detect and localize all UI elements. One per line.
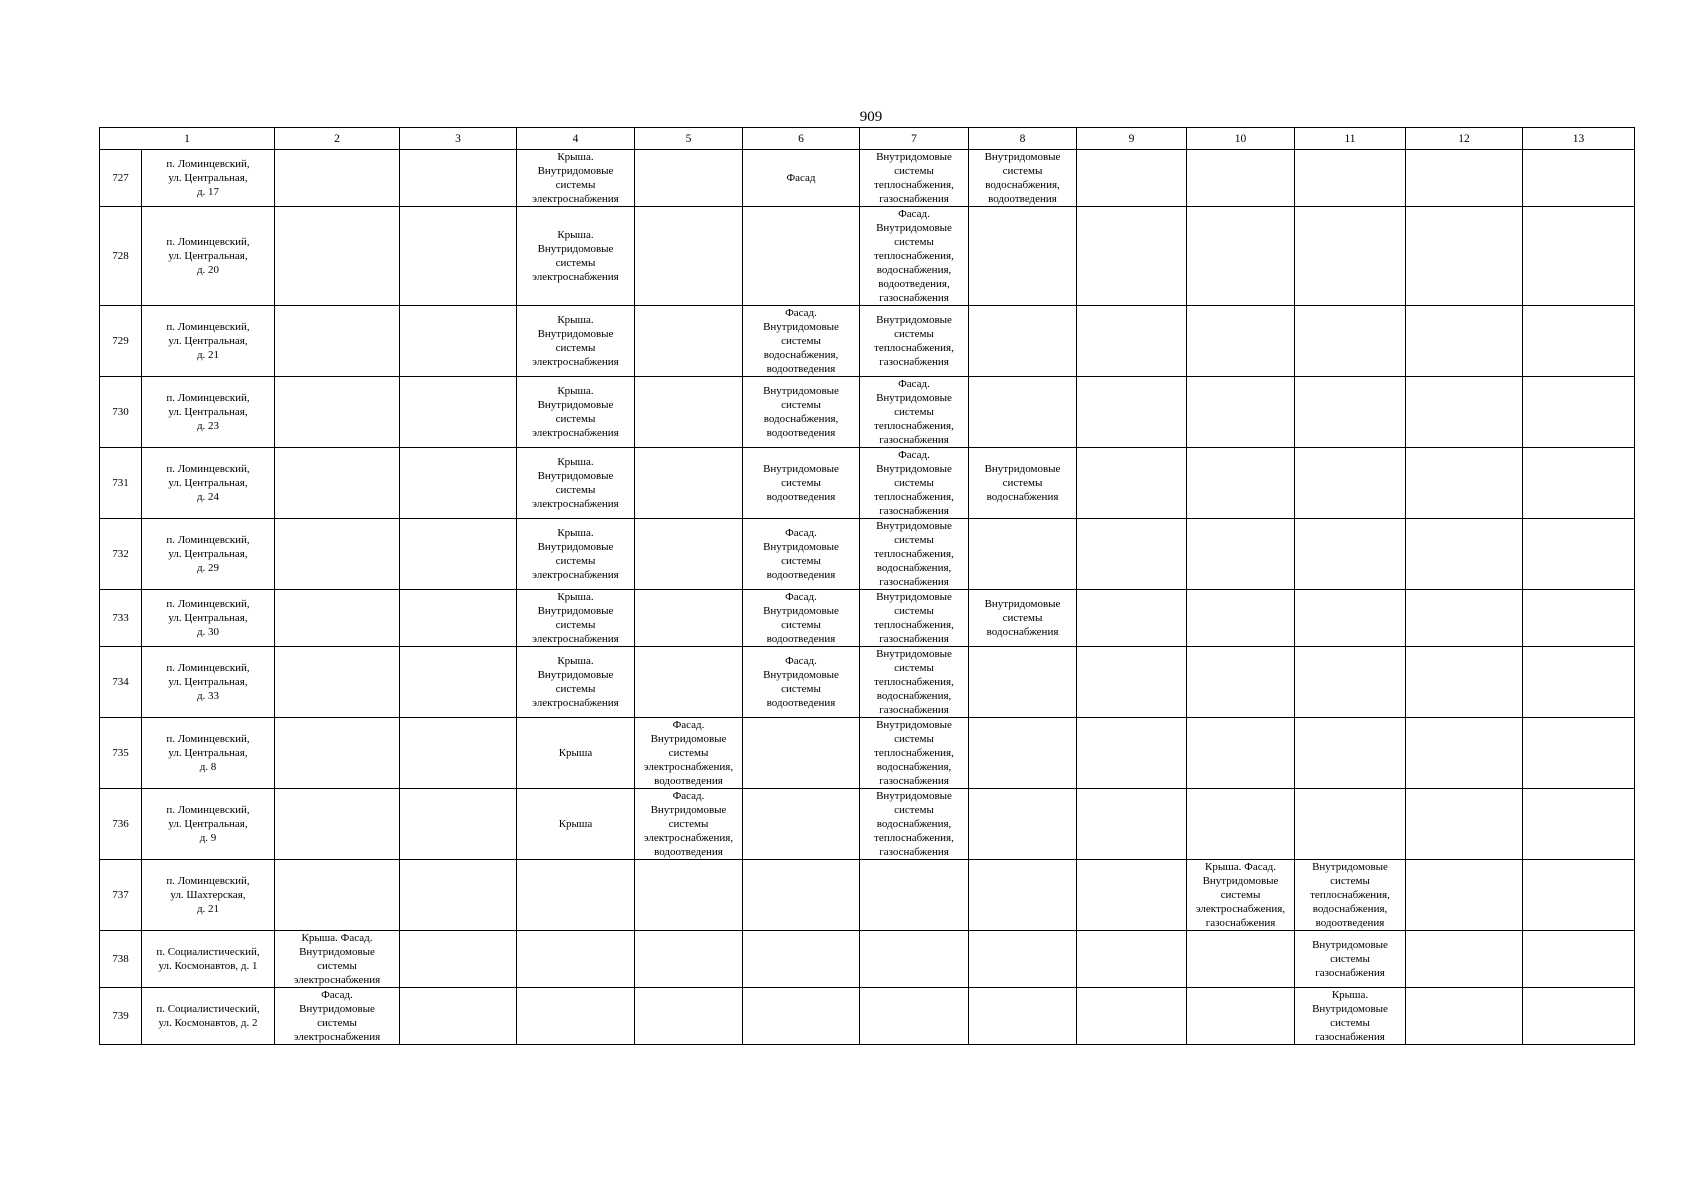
work-cell xyxy=(1077,207,1187,306)
column-header: 2 xyxy=(275,128,400,150)
work-cell xyxy=(1295,207,1406,306)
work-cell xyxy=(275,519,400,590)
column-header: 8 xyxy=(969,128,1077,150)
work-cell: Фасад. Внутридомовые системы электроснабжения xyxy=(275,988,400,1045)
work-cell xyxy=(860,860,969,931)
work-cell: Внутридомовые системы водоснабжения xyxy=(969,590,1077,647)
table-row xyxy=(100,448,1635,519)
work-cell xyxy=(1187,789,1295,860)
table-row xyxy=(100,150,1635,207)
work-cell xyxy=(1295,647,1406,718)
work-cell xyxy=(1406,988,1523,1045)
work-cell: Фасад. Внутридомовые системы теплоснабжения, газоснабжения xyxy=(860,448,969,519)
address-cell: п. Ломинцевский, ул. Центральная, д. 20 xyxy=(142,207,275,306)
address-cell: п. Ломинцевский, ул. Центральная, д. 30 xyxy=(142,590,275,647)
work-cell xyxy=(1295,718,1406,789)
work-cell: Внутридомовые системы теплоснабжения, газоснабжения xyxy=(860,590,969,647)
address-cell: п. Ломинцевский, ул. Центральная, д. 21 xyxy=(142,306,275,377)
work-cell: Внутридомовые системы водоснабжения xyxy=(969,448,1077,519)
work-cell xyxy=(275,377,400,448)
work-cell xyxy=(1077,448,1187,519)
work-cell xyxy=(1187,718,1295,789)
work-cell xyxy=(400,377,517,448)
row-number: 734 xyxy=(100,647,142,718)
address-cell: п. Социалистический, ул. Космонавтов, д. 2 xyxy=(142,988,275,1045)
work-cell xyxy=(1523,590,1635,647)
work-cell: Фасад xyxy=(743,150,860,207)
header-row xyxy=(100,128,1635,150)
work-cell xyxy=(1523,519,1635,590)
work-cell xyxy=(1523,377,1635,448)
address-cell: п. Ломинцевский, ул. Центральная, д. 33 xyxy=(142,647,275,718)
row-number: 730 xyxy=(100,377,142,448)
work-cell: Внутридомовые системы водоснабжения, водоотведения xyxy=(969,150,1077,207)
work-cell xyxy=(1406,860,1523,931)
work-cell xyxy=(1406,647,1523,718)
table-row xyxy=(100,519,1635,590)
work-cell xyxy=(1077,519,1187,590)
work-cell: Крыша. Внутридомовые системы электроснабжения xyxy=(517,519,635,590)
work-cell xyxy=(400,448,517,519)
work-cell: Крыша. Фасад. Внутридомовые системы электроснабжения, газоснабжения xyxy=(1187,860,1295,931)
work-cell xyxy=(1406,718,1523,789)
work-cell xyxy=(743,860,860,931)
work-cell xyxy=(969,718,1077,789)
work-cell xyxy=(1077,789,1187,860)
row-number: 731 xyxy=(100,448,142,519)
work-cell xyxy=(275,150,400,207)
work-cell xyxy=(275,306,400,377)
work-cell: Фасад. Внутридомовые системы водоотведения xyxy=(743,519,860,590)
work-cell: Крыша. Внутридомовые системы газоснабжения xyxy=(1295,988,1406,1045)
work-cell xyxy=(400,306,517,377)
work-cell xyxy=(1523,718,1635,789)
row-number: 739 xyxy=(100,988,142,1045)
work-cell xyxy=(275,590,400,647)
column-header: 10 xyxy=(1187,128,1295,150)
work-cell xyxy=(1077,931,1187,988)
work-cell xyxy=(400,718,517,789)
table-row xyxy=(100,988,1635,1045)
repair-schedule-table xyxy=(99,127,1635,1045)
work-cell xyxy=(400,789,517,860)
work-cell xyxy=(517,988,635,1045)
work-cell xyxy=(635,519,743,590)
work-cell xyxy=(969,988,1077,1045)
table-row xyxy=(100,860,1635,931)
work-cell xyxy=(743,207,860,306)
work-cell xyxy=(1077,377,1187,448)
work-cell xyxy=(275,647,400,718)
work-cell xyxy=(969,377,1077,448)
work-cell: Фасад. Внутридомовые системы водоотведения xyxy=(743,590,860,647)
work-cell xyxy=(1406,789,1523,860)
work-cell: Фасад. Внутридомовые системы электроснабжения, водоотведения xyxy=(635,789,743,860)
table-row xyxy=(100,647,1635,718)
work-cell xyxy=(743,789,860,860)
table-row xyxy=(100,789,1635,860)
address-cell: п. Ломинцевский, ул. Центральная, д. 24 xyxy=(142,448,275,519)
column-header: 4 xyxy=(517,128,635,150)
table-row xyxy=(100,306,1635,377)
work-cell: Крыша. Фасад. Внутридомовые системы электроснабжения xyxy=(275,931,400,988)
column-header: 7 xyxy=(860,128,969,150)
work-cell xyxy=(1406,207,1523,306)
work-cell: Крыша. Внутридомовые системы электроснабжения xyxy=(517,448,635,519)
work-cell xyxy=(1187,931,1295,988)
row-number: 737 xyxy=(100,860,142,931)
work-cell xyxy=(1187,647,1295,718)
work-cell xyxy=(635,860,743,931)
work-cell xyxy=(400,150,517,207)
work-cell: Крыша. Внутридомовые системы электроснабжения xyxy=(517,207,635,306)
work-cell: Внутридомовые системы теплоснабжения, водоснабжения, водоотведения xyxy=(1295,860,1406,931)
work-cell xyxy=(400,988,517,1045)
work-cell xyxy=(517,931,635,988)
work-cell xyxy=(1406,306,1523,377)
row-number: 733 xyxy=(100,590,142,647)
work-cell xyxy=(635,207,743,306)
work-cell xyxy=(1187,448,1295,519)
work-cell xyxy=(1406,519,1523,590)
table-row xyxy=(100,377,1635,448)
row-number: 727 xyxy=(100,150,142,207)
work-cell xyxy=(635,931,743,988)
work-cell xyxy=(1187,207,1295,306)
row-number: 728 xyxy=(100,207,142,306)
work-cell xyxy=(1187,377,1295,448)
work-cell xyxy=(275,789,400,860)
work-cell: Крыша xyxy=(517,789,635,860)
work-cell xyxy=(1077,306,1187,377)
work-cell xyxy=(1406,931,1523,988)
work-cell xyxy=(1406,150,1523,207)
work-cell xyxy=(275,718,400,789)
work-cell xyxy=(275,448,400,519)
work-cell xyxy=(1523,988,1635,1045)
work-cell xyxy=(1077,647,1187,718)
table-row xyxy=(100,931,1635,988)
work-cell: Внутридомовые системы теплоснабжения, газоснабжения xyxy=(860,306,969,377)
work-cell xyxy=(1187,519,1295,590)
column-header: 11 xyxy=(1295,128,1406,150)
work-cell xyxy=(1406,590,1523,647)
work-cell xyxy=(400,860,517,931)
work-cell: Внутридомовые системы водоснабжения, теплоснабжения, газоснабжения xyxy=(860,789,969,860)
work-cell xyxy=(860,988,969,1045)
address-cell: п. Социалистический, ул. Космонавтов, д. 1 xyxy=(142,931,275,988)
work-cell: Внутридомовые системы водоотведения xyxy=(743,448,860,519)
column-header: 3 xyxy=(400,128,517,150)
work-cell xyxy=(969,207,1077,306)
work-cell xyxy=(635,590,743,647)
work-cell xyxy=(1077,590,1187,647)
work-cell xyxy=(1523,789,1635,860)
work-cell: Крыша. Внутридомовые системы электроснабжения xyxy=(517,150,635,207)
work-cell xyxy=(635,448,743,519)
column-header: 1 xyxy=(100,128,275,150)
column-header: 9 xyxy=(1077,128,1187,150)
work-cell xyxy=(1077,718,1187,789)
work-cell xyxy=(400,519,517,590)
work-cell: Внутридомовые системы газоснабжения xyxy=(1295,931,1406,988)
work-cell xyxy=(400,647,517,718)
work-cell xyxy=(1187,306,1295,377)
work-cell: Крыша xyxy=(517,718,635,789)
work-cell: Крыша. Внутридомовые системы электроснабжения xyxy=(517,647,635,718)
column-header: 13 xyxy=(1523,128,1635,150)
row-number: 729 xyxy=(100,306,142,377)
work-cell xyxy=(1187,590,1295,647)
address-cell: п. Ломинцевский, ул. Центральная, д. 29 xyxy=(142,519,275,590)
work-cell xyxy=(635,988,743,1045)
row-number: 735 xyxy=(100,718,142,789)
address-cell: п. Ломинцевский, ул. Шахтерская, д. 21 xyxy=(142,860,275,931)
work-cell xyxy=(1523,860,1635,931)
work-cell xyxy=(1295,306,1406,377)
column-header: 12 xyxy=(1406,128,1523,150)
work-cell xyxy=(1077,150,1187,207)
work-cell xyxy=(1295,150,1406,207)
table-row xyxy=(100,207,1635,306)
work-cell xyxy=(969,647,1077,718)
work-cell xyxy=(635,377,743,448)
address-cell: п. Ломинцевский, ул. Центральная, д. 8 xyxy=(142,718,275,789)
row-number: 738 xyxy=(100,931,142,988)
work-cell xyxy=(860,931,969,988)
address-cell: п. Ломинцевский, ул. Центральная, д. 17 xyxy=(142,150,275,207)
work-cell: Фасад. Внутридомовые системы водоотведения xyxy=(743,647,860,718)
work-cell xyxy=(743,931,860,988)
work-cell xyxy=(635,647,743,718)
work-cell: Внутридомовые системы теплоснабжения, водоснабжения, газоснабжения xyxy=(860,519,969,590)
row-number: 732 xyxy=(100,519,142,590)
work-cell xyxy=(1523,931,1635,988)
work-cell: Внутридомовые системы водоснабжения, водоотведения xyxy=(743,377,860,448)
work-cell xyxy=(517,860,635,931)
work-cell xyxy=(969,789,1077,860)
work-cell xyxy=(1187,988,1295,1045)
work-cell: Фасад. Внутридомовые системы электроснабжения, водоотведения xyxy=(635,718,743,789)
work-cell xyxy=(1406,377,1523,448)
work-cell: Внутридомовые системы теплоснабжения, газоснабжения xyxy=(860,150,969,207)
work-cell xyxy=(1523,150,1635,207)
work-cell xyxy=(1187,150,1295,207)
work-cell xyxy=(400,207,517,306)
work-cell xyxy=(1406,448,1523,519)
work-cell xyxy=(1523,306,1635,377)
work-cell xyxy=(1295,789,1406,860)
column-header: 5 xyxy=(635,128,743,150)
work-cell xyxy=(275,860,400,931)
page-number: 909 xyxy=(859,109,883,125)
work-cell: Фасад. Внутридомовые системы водоснабжения, водоотведения xyxy=(743,306,860,377)
work-cell xyxy=(1523,207,1635,306)
work-cell: Крыша. Внутридомовые системы электроснабжения xyxy=(517,590,635,647)
work-cell xyxy=(743,988,860,1045)
work-cell xyxy=(969,306,1077,377)
work-cell xyxy=(400,590,517,647)
work-cell xyxy=(1523,647,1635,718)
work-cell xyxy=(743,718,860,789)
row-number: 736 xyxy=(100,789,142,860)
work-cell: Внутридомовые системы теплоснабжения, водоснабжения, газоснабжения xyxy=(860,647,969,718)
work-cell xyxy=(1295,448,1406,519)
work-cell xyxy=(400,931,517,988)
column-header: 6 xyxy=(743,128,860,150)
table-row xyxy=(100,590,1635,647)
work-cell: Крыша. Внутридомовые системы электроснабжения xyxy=(517,306,635,377)
work-cell xyxy=(969,860,1077,931)
work-cell: Крыша. Внутридомовые системы электроснабжения xyxy=(517,377,635,448)
work-cell xyxy=(1523,448,1635,519)
work-cell xyxy=(1077,860,1187,931)
work-cell: Внутридомовые системы теплоснабжения, водоснабжения, газоснабжения xyxy=(860,718,969,789)
address-cell: п. Ломинцевский, ул. Центральная, д. 23 xyxy=(142,377,275,448)
work-cell xyxy=(969,931,1077,988)
work-cell xyxy=(1295,590,1406,647)
work-cell: Фасад. Внутридомовые системы теплоснабжения, газоснабжения xyxy=(860,377,969,448)
work-cell xyxy=(1077,988,1187,1045)
work-cell xyxy=(635,150,743,207)
work-cell xyxy=(1295,377,1406,448)
work-cell xyxy=(635,306,743,377)
table-row xyxy=(100,718,1635,789)
address-cell: п. Ломинцевский, ул. Центральная, д. 9 xyxy=(142,789,275,860)
work-cell xyxy=(969,519,1077,590)
work-cell xyxy=(1295,519,1406,590)
work-cell: Фасад. Внутридомовые системы теплоснабжения, водоснабжения, водоотведения, газоснабжения xyxy=(860,207,969,306)
work-cell xyxy=(275,207,400,306)
